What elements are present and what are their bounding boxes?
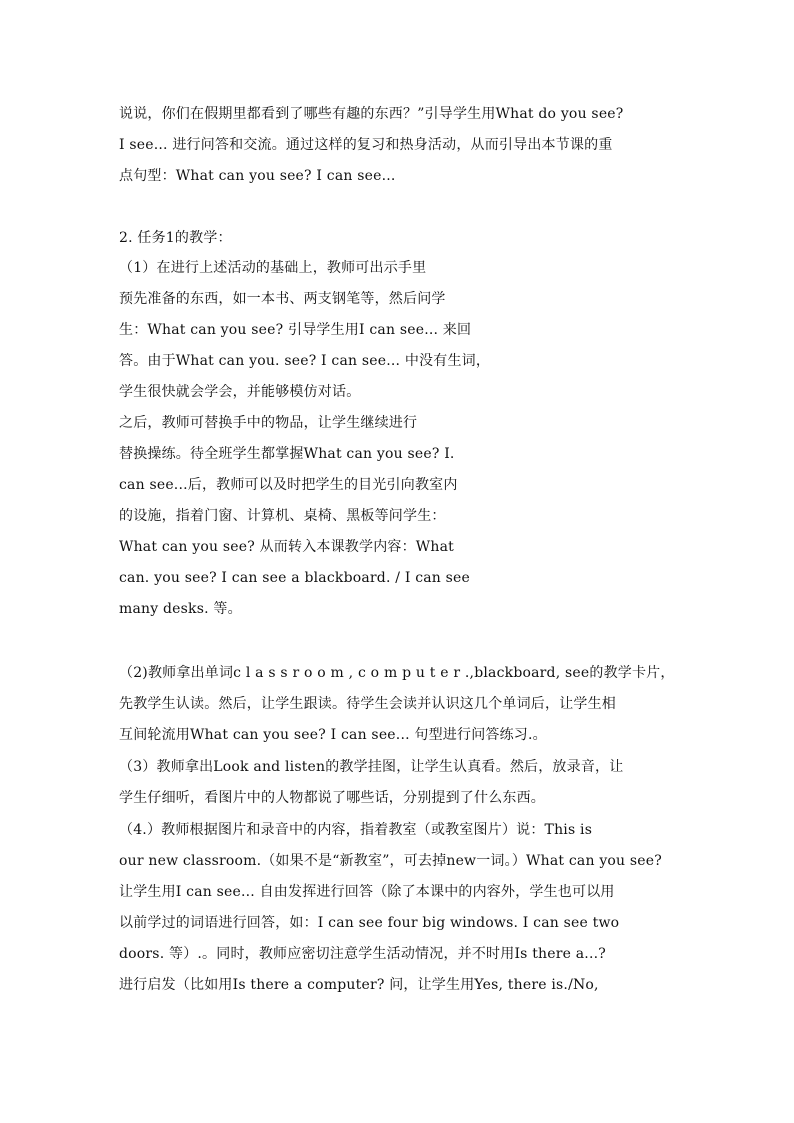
step1-line-8: can see...后，教师可以及时把学生的目光引向教室内: [119, 477, 458, 493]
step4-line-5: doors. 等）.。同时，教师应密切注意学生活动情况，并不时用Is there a...?: [119, 946, 606, 962]
step1-line-1: （1）在进行上述活动的基础上，教师可出示手里: [119, 260, 427, 276]
step1-line-12: many desks. 等。: [119, 601, 242, 617]
step1-line-10: What can you see? 从而转入本课教学内容：What: [119, 539, 454, 555]
step4-line-2: our new classroom.（如果不是“新教室”，可去掉new一词。）What can you see?: [119, 853, 662, 869]
step2-line-3: 互间轮流用What can you see? I can see... 句型进行问答练习.。: [119, 727, 547, 743]
step1-line-2: 预先准备的东西，如一本书、两支钢笔等，然后问学: [119, 291, 446, 307]
step4-line-1: （4.）教师根据图片和录音中的内容，指着教室（或教室图片）说：This is: [119, 822, 593, 838]
step4-line-3: 让学生用I can see... 自由发挥进行回答（除了本课中的内容外，学生也可以用: [119, 884, 615, 900]
intro-line-1: 说说，你们在假期里都看到了哪些有趣的东西？”引导学生用What do you see?: [119, 106, 624, 122]
step1-line-6: 之后，教师可替换手中的物品，让学生继续进行: [119, 415, 418, 431]
step3-line-1: （3）教师拿出Look and listen的教学挂图，让学生认真看。然后，放录音，让: [119, 759, 624, 775]
step1-line-3: 生：What can you see? 引导学生用I can see... 来回: [119, 322, 472, 338]
step1-line-4: 答。由于What can you. see? I can see... 中没有生词，: [119, 353, 491, 369]
step4-line-6: 进行启发（比如用Is there a computer? 问，让学生用Yes, there is./No,: [119, 977, 599, 993]
step2-line-2: 先教学生认读。然后，让学生跟读。待学生会读并认识这几个单词后，让学生相: [119, 696, 616, 712]
task-heading: 2. 任务1的教学：: [119, 230, 232, 246]
step3-line-2: 学生仔细听，看图片中的人物都说了哪些话，分别提到了什么东西。: [119, 790, 545, 806]
step4-line-4: 以前学过的词语进行回答，如：I can see four big windows. I can see two: [119, 915, 620, 931]
intro-line-2: I see... 进行问答和交流。通过这样的复习和热身活动，从而引导出本节课的重: [119, 137, 613, 153]
step1-line-5: 学生很快就会学会，并能够模仿对话。: [119, 384, 361, 400]
step1-line-11: can. you see? I can see a blackboard. / I can see: [119, 570, 471, 586]
step1-line-7: 替换操练。待全班学生都掌握What can you see? I.: [119, 446, 455, 462]
step2-line-1: （2)教师拿出单词c l a s s r o o m , c o m p u t e r .,blackboard, see的教学卡片，: [119, 665, 675, 681]
intro-line-3: 点句型：What can you see? I can see...: [119, 168, 396, 184]
step1-line-9: 的设施，指着门窗、计算机、桌椅、黑板等问学生：: [119, 508, 446, 524]
